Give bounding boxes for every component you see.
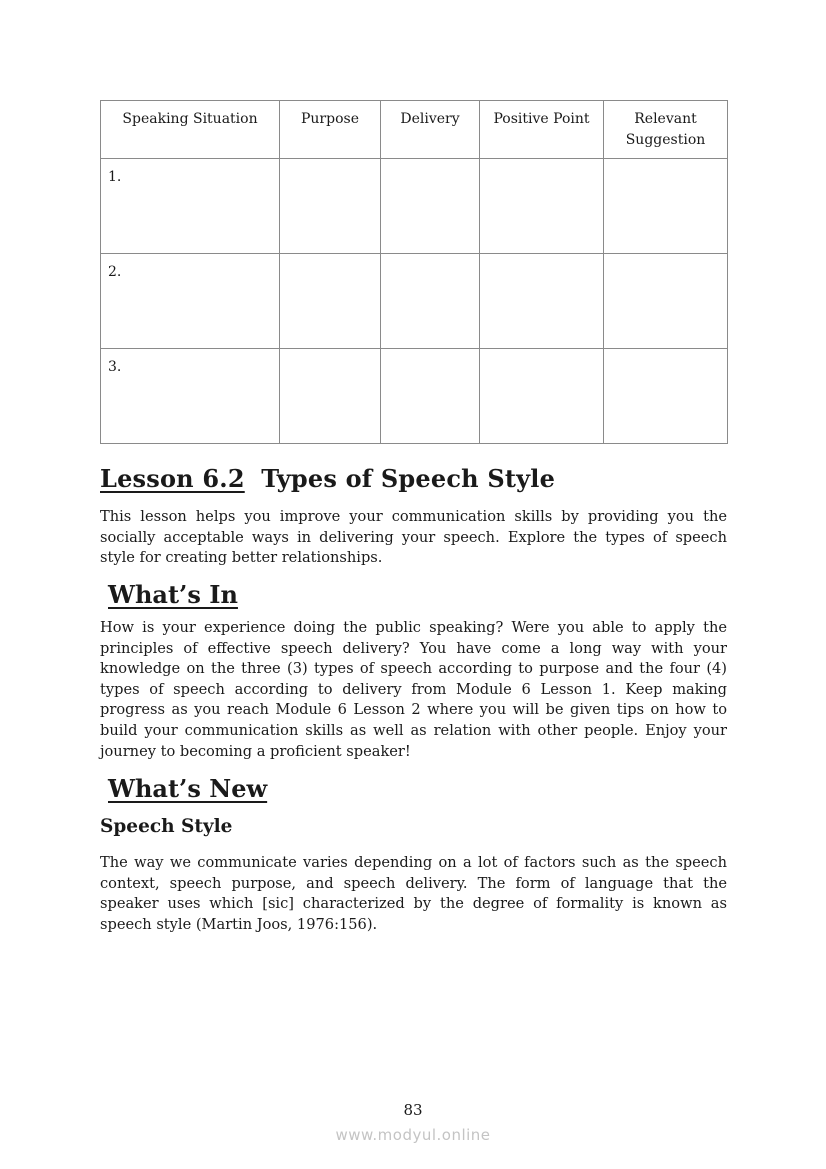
header-relevant-suggestion: Relevant Suggestion — [604, 101, 728, 159]
whats-new-body: The way we communicate varies depending on a lot of factors such as the speech context, speech purpose, and speech delivery. The form of language that the speaker uses which [sic] characterized by the degree of formality is known as speech style (Martin Joos, 1976:156). — [100, 854, 727, 933]
activity-table — [100, 100, 728, 444]
lesson-intro: This lesson helps you improve your communication skills by providing you the socially acceptable ways in delivering your speech. Explore the types of speech style for creating better relationships. — [100, 508, 727, 567]
table-cell — [280, 254, 381, 349]
table-cell — [381, 254, 480, 349]
whats-in-body: How is your experience doing the public speaking? Were you able to apply the principles of effective speech delivery? You have come a long way with your knowledge on the three (3) types of speech according to purpose and the four (4) types of speech according to delivery from Module 6 Lesson 1. Keep making progress as you reach Module 6 Lesson 2 where you will be given tips on how to build your communication skills as well as relation with other people. Enjoy your journey to becoming a proficient speaker! — [100, 619, 727, 760]
lesson-number: Lesson 6.2 — [100, 464, 245, 493]
whats-new-heading: What’s New — [108, 774, 268, 803]
table-cell — [381, 159, 480, 254]
table-cell — [604, 349, 728, 444]
table-cell — [280, 349, 381, 444]
header-delivery: Delivery — [381, 101, 480, 159]
row-number-cell: 2. — [101, 254, 280, 349]
header-positive-point: Positive Point — [480, 101, 604, 159]
lesson-title: Types of Speech Style — [261, 464, 556, 493]
watermark: www.modyul.online — [335, 1126, 491, 1144]
table-cell — [604, 254, 728, 349]
table-row — [101, 349, 728, 444]
table-cell — [480, 349, 604, 444]
table-cell — [480, 254, 604, 349]
whats-in-heading: What’s In — [108, 580, 238, 609]
table-cell — [280, 159, 381, 254]
table-row — [101, 254, 728, 349]
header-purpose: Purpose — [280, 101, 381, 159]
row-number-cell: 3. — [101, 349, 280, 444]
table-header-row — [101, 101, 728, 159]
speech-style-subheading: Speech Style — [100, 816, 233, 837]
page-number: 83 — [403, 1101, 423, 1119]
table-cell — [381, 349, 480, 444]
table-row — [101, 159, 728, 254]
header-speaking-situation: Speaking Situation — [101, 101, 280, 159]
row-number-cell: 1. — [101, 159, 280, 254]
table-cell — [480, 159, 604, 254]
lesson-heading — [100, 464, 555, 493]
table-cell — [604, 159, 728, 254]
